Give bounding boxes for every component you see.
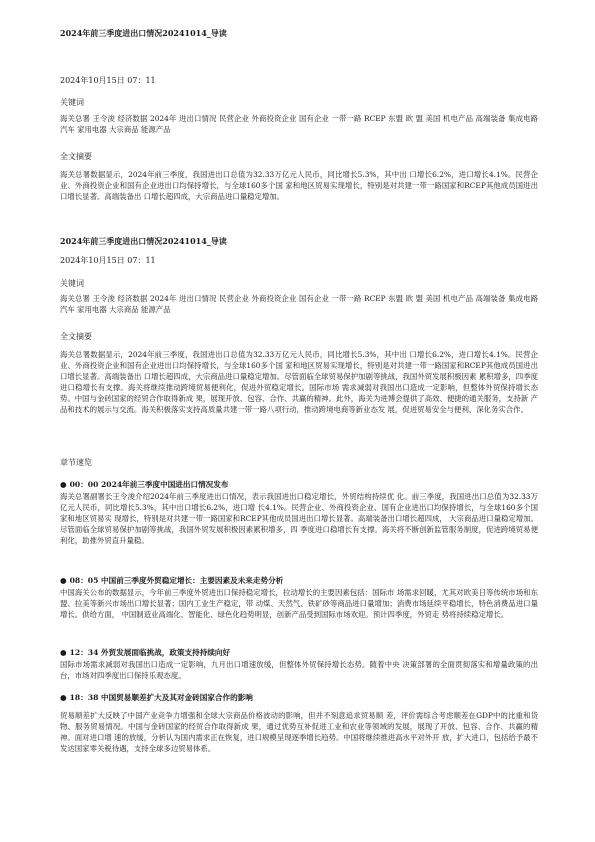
doc-date: 2024年10月15日 07：11 bbox=[60, 256, 156, 265]
chapter-heading bbox=[60, 693, 253, 703]
keywords-label: 关键词 bbox=[60, 98, 84, 107]
keywords-text: 海关总署 王令浚 经济数据 2024年 进出口情况 民营企业 外商投资企业 国有企业 一带一路 RCEP 东盟 欧 盟 美国 机电产品 高端装备 集成电路 汽车 家用电器 大宗商品 能源产品 bbox=[60, 294, 538, 314]
keywords-text: 海关总署 王令浚 经济数据 2024年 进出口情况 民营企业 外商投资企业 国有企业 一带一路 RCEP 东盟 欧 盟 美国 机电产品 高端装备 集成电路 汽车 家用电器 大宗商品 能源产品 bbox=[60, 114, 538, 134]
chapter-heading-text: 18：38 中国贸易顺差扩大及其对金砖国家合作的影响 bbox=[69, 693, 253, 702]
chapter-body: 贸易顺差扩大反映了中国产业竞争力增强和全球大宗商品价格波动的影响，但并不刻意追求贸易顺 差，评价需综合考虑顺差在GDP中的比重和货物、服务贸易情况。中国与金砖国家的经贸合作取得新成 果，通过优势互补促进工业和农业等领域的发展，展现了开放、包容、合作、共赢的精神。面对进口增 速的放缓，分析认为国内需求正在恢复，进口规模呈现逐季增长趋势。中国将继续推进高水平对外开 放，扩大进口，包括给予最不发达国家零关税待遇，支持全球多边贸易体系。 bbox=[60, 711, 538, 753]
chapter-heading bbox=[60, 648, 230, 658]
summary-text: 海关总署数据显示，2024年前三季度，我国进出口总值为32.33万亿元人民币，同比增长5.3%，其中出 口增长6.2%，进口增长4.1%。民营企业、外商投资企业和国有企业进出口均保持增长，与全球160多个国 家和地区贸易实现增长，特别是对共建一带一路国家和RCEP其他成员国进出口增长显著。高端装备出 口增长超四成，大宗商品进口量稳定增加。 bbox=[60, 170, 538, 201]
chapter-heading-text: 08：05 中国前三季度外贸稳定增长：主要因素及未来走势分析 bbox=[69, 576, 284, 585]
summary-label: 全文摘要 bbox=[60, 152, 92, 161]
chapter-heading-text: 00：00 2024年前三季度中国进出口情况发布 bbox=[69, 480, 229, 489]
summary-label: 全文摘要 bbox=[60, 332, 92, 341]
keywords-label: 关键词 bbox=[60, 279, 84, 288]
chapter-heading bbox=[60, 480, 228, 490]
chapter-body: 中国海关公布的数据显示，今年前三季度外贸进出口保持稳定增长，拉动增长的主要因素包括：国际市 场需求回暖，尤其对欧美日等传统市场和东盟、拉美等新兴市场出口增长显著；国内工业生产稳定，带 动煤、天然气、铁矿砂等商品进口量增加；消费市场延续平稳增长，特色消费品进口量增长。供给方面， 中国制造业高端化、智能化、绿色化趋势明显，创新产品受到国际市场欢迎。预计四季度，外贸走 势将持续稳定增长。 bbox=[60, 588, 538, 619]
chapter-heading-text: 12：34 外贸发展面临挑战，政策支持持续向好 bbox=[69, 648, 231, 657]
chapter-heading bbox=[60, 576, 283, 586]
doc-date: 2024年10月15日 07：11 bbox=[60, 76, 156, 85]
chapter-body: 海关总署副署长王令浚介绍2024年前三季度进出口情况，表示我国进出口稳定增长，外贸结构持续优 化。前三季度，我国进出口总值为32.33万亿元人民币，同比增长5.3%，其中出口增长6.2%，进口增 长4.1%。民营企业、外商投资企业、国有企业进出口均保持增长，与全球160多个国家和地区贸易实 现增长，特别是对共建一带一路国家和RCEP其他成员国进出口增长显著。高端装备出口增长超四成， 大宗商品进口量稳定增加。尽管面临全球贸易保护加剧等挑战，我国外贸发展积极因素累积增多，四 季度进口稳增长有支撑。海关将不断创新监管服务制度，促进跨境贸易便利化，助推外贸直升量稳。 bbox=[60, 492, 538, 545]
bullet-icon: ● bbox=[60, 576, 67, 585]
bullet-icon: ● bbox=[60, 648, 67, 657]
doc-title: 2024年前三季度进出口情况20241014_导读 bbox=[60, 236, 227, 246]
bullet-icon: ● bbox=[60, 693, 67, 702]
bullet-icon: ● bbox=[60, 480, 67, 489]
summary-text: 海关总署数据显示，2024年前三季度，我国进出口总值为32.33万亿元人民币，同比增长5.3%，其中出 口增长6.2%，进口增长4.1%。民营企业、外商投资企业和国有企业进出口均保持增长，与全球160多个国 家和地区贸易实现增长，特别是对共建一带一路国家和RCEP其他成员国进出口增长显著。高端装备出 口增长超四成，大宗商品进口量稳定增加。尽管面临全球贸易保护加剧等挑战，我国外贸发展积极因素 累积增多，四季度进口稳增长有支撑。海关将继续推动跨境贸易便利化，促进外贸稳定增长。国际市场 需求减弱对我国出口造成一定影响，但整体外贸保持增长态势。中国与金砖国家的经贸合作取得新成 果，展现开放、包容、合作、共赢的精神。此外，海关为进博会提供了高效、便捷的通关服务，支持新 产品和技术的展示与交流。海关积极落实支持高质量共建一带一路八项行动，推动跨境电商等新业态发 展，促进贸易安全与便利，深化务实合作。 bbox=[60, 350, 538, 414]
doc-title: 2024年前三季度进出口情况20241014_导读 bbox=[60, 28, 227, 38]
chapter-body: 国际市场需求减弱对我国出口造成一定影响，九月出口增速放缓，但整体外贸保持增长态势。随着中央 决策部署的全面贯彻落实和增量政策的出台，市场对四季度出口保持乐观态度。 bbox=[60, 660, 538, 680]
chapters-label: 章节速览 bbox=[60, 458, 92, 467]
